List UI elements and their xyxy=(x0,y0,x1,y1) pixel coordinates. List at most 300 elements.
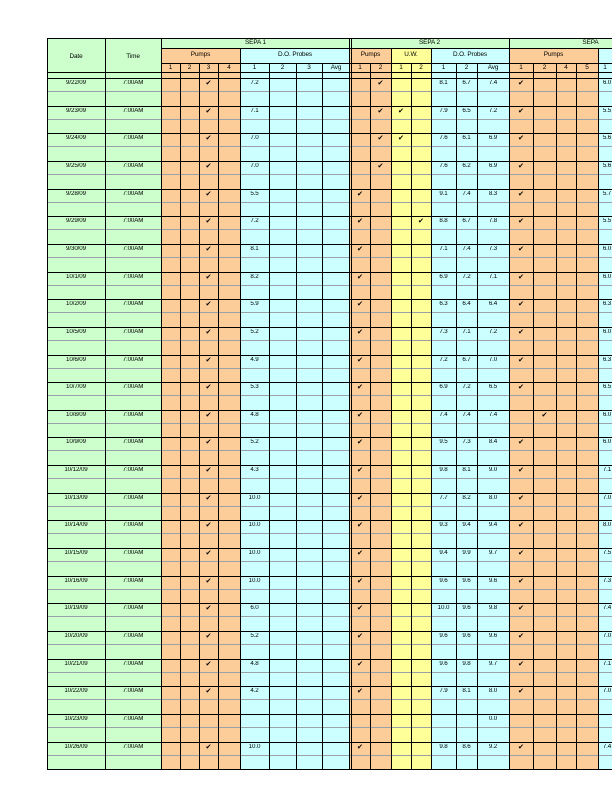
sepa2-probe2-value: 8.6 xyxy=(462,743,471,750)
sepa2-avg-value: 8.4 xyxy=(488,439,498,446)
grid-vline xyxy=(556,63,557,769)
sepa3-pump-check: ✔ xyxy=(518,493,524,502)
sepa1-title: SEPA 1 xyxy=(245,39,266,47)
sepa2-avg-value: 7.3 xyxy=(488,245,498,252)
table-left-border xyxy=(47,38,48,769)
sepa1-pump-check: ✔ xyxy=(205,438,212,447)
row-border xyxy=(47,769,612,770)
row-date: 9/28/09 xyxy=(66,190,86,197)
sepa3-probe1-value: 6.5 xyxy=(602,384,612,391)
sepa3-title: SEPA xyxy=(582,39,599,47)
sepa2-pump-check: ✔ xyxy=(357,604,363,613)
row-date: 9/22/09 xyxy=(66,80,86,86)
row-time: 7:00AM xyxy=(122,660,144,667)
grid-vline xyxy=(391,48,392,769)
sepa3-probe1-value: 6.3 xyxy=(602,301,612,308)
sepa1-probe1-value: 10.0 xyxy=(248,494,261,501)
date-header: Date xyxy=(69,52,83,60)
sepa1-probe1-value: 8.2 xyxy=(250,273,259,280)
sepa2-uw-label: U.W. xyxy=(404,50,418,58)
row-midline xyxy=(47,450,612,451)
sepa2-probe1-value: 9.6 xyxy=(439,660,448,667)
sepa2-pumps-label: Pumps xyxy=(360,50,381,58)
grid-vline xyxy=(269,63,270,769)
row-date: 10/7/09 xyxy=(66,384,86,391)
sepa1-pump-check: ✔ xyxy=(205,493,212,502)
sepa3-probe1-value: 6.0 xyxy=(602,411,612,418)
sepa1-pump-check: ✔ xyxy=(205,742,212,751)
sepa2-probe1-value: 7.6 xyxy=(439,162,448,169)
grid-vline xyxy=(105,38,106,769)
row-date: 10/14/09 xyxy=(64,522,88,529)
row-midline xyxy=(47,119,612,120)
sepa2-pump-check: ✔ xyxy=(377,161,384,170)
grid-vline xyxy=(370,63,371,769)
sepa3-pump-check: ✔ xyxy=(518,161,524,170)
sepa2-uw-number: 2 xyxy=(419,64,423,71)
sepa1-probe1-value: 7.0 xyxy=(250,135,259,142)
sepa3-pump-check: ✔ xyxy=(518,327,524,336)
row-midline xyxy=(47,727,612,728)
sepa2-probe1-value: 7.9 xyxy=(439,107,448,114)
sepa2-probe2-value: 7.1 xyxy=(462,328,471,335)
sepa1-probe1-value: 10.0 xyxy=(248,522,261,529)
row-midline xyxy=(47,257,612,258)
row-time: 7:00AM xyxy=(122,218,144,225)
sepa2-probe2-value: 6.1 xyxy=(462,135,471,142)
sepa2-avg-value: 7.2 xyxy=(488,107,498,114)
row-midline xyxy=(47,616,612,617)
sepa1-probe1-value: 10.0 xyxy=(248,550,261,557)
sepa1-probe1-value: 10.0 xyxy=(248,743,261,750)
row-date: 9/30/09 xyxy=(66,245,86,252)
sepa3-probe1-value: 6.3 xyxy=(602,356,612,363)
sepa3-probe1-value: 7.4 xyxy=(602,743,612,750)
sepa2-pump-check: ✔ xyxy=(357,272,363,281)
sepa1-probe1-value xyxy=(240,716,269,725)
sepa3-probe1-value: 7.4 xyxy=(602,605,612,612)
row-date: 10/1/09 xyxy=(66,273,86,280)
row-time: 7:00AM xyxy=(122,439,144,446)
sepa2-probe2-value xyxy=(456,716,477,725)
row-time: 7:00AM xyxy=(122,467,144,474)
header-line-2 xyxy=(161,63,612,64)
row-midline xyxy=(47,533,612,534)
sepa2-uw-number: 1 xyxy=(399,64,403,71)
sepa1-pump-number: 4 xyxy=(227,64,231,71)
row-midline xyxy=(47,174,612,175)
sepa1-pump-check: ✔ xyxy=(205,134,212,143)
sepa3-pumps-label: Pumps xyxy=(543,50,564,58)
row-time: 7:00AM xyxy=(122,107,144,114)
row-time: 7:00AM xyxy=(122,494,144,501)
sepa1-probe1-value: 5.9 xyxy=(250,301,259,308)
row-date: 10/6/09 xyxy=(66,356,86,363)
sepa2-probe1-value: 9.6 xyxy=(439,577,448,584)
sepa1-pump-number: 3 xyxy=(206,64,211,71)
sepa1-pump-check: ✔ xyxy=(205,410,212,419)
row-time: 7:00AM xyxy=(122,411,144,418)
sepa1-pump-check: ✔ xyxy=(205,217,212,226)
sepa1-pump-number: 2 xyxy=(187,64,192,71)
sepa2-avg-value: 6.5 xyxy=(488,384,498,391)
sepa2-do-probes-label: D.O. Probes xyxy=(452,50,488,58)
sepa2-pump-check: ✔ xyxy=(357,189,363,198)
sepa2-probe2-value: 6.7 xyxy=(462,218,471,225)
row-date: 10/13/09 xyxy=(64,494,88,501)
row-border xyxy=(47,714,612,715)
sepa2-pump-check: ✔ xyxy=(357,327,363,336)
row-time: 7:00AM xyxy=(122,715,144,722)
sepa2-avg-value: 9.0 xyxy=(488,467,498,474)
sepa3-probe1-value: 7.1 xyxy=(602,660,612,667)
sepa2-pump-check: ✔ xyxy=(377,79,384,87)
row-time: 7:00AM xyxy=(122,356,144,363)
sepa3-pump-check: ✔ xyxy=(518,355,524,364)
row-midline xyxy=(47,478,612,479)
sepa3-probe1-value: 6.0 xyxy=(602,439,612,446)
sepa2-probe1-value: 8.8 xyxy=(439,218,448,225)
sepa3-pump-check: ✔ xyxy=(518,576,524,585)
grid-vline xyxy=(598,48,599,769)
sepa2-probe2-value: 7.4 xyxy=(462,245,471,252)
sepa2-avg-value: 9.6 xyxy=(488,577,498,584)
sepa1-probe1-value: 4.2 xyxy=(250,688,259,695)
row-date: 9/25/09 xyxy=(66,162,86,169)
sepa3-pump-check: ✔ xyxy=(518,383,524,392)
sepa2-pump-check: ✔ xyxy=(357,521,363,530)
row-time: 7:00AM xyxy=(122,522,144,529)
sepa2-probe1-value: 9.8 xyxy=(439,743,448,750)
sepa3-pump-check: ✔ xyxy=(518,549,524,558)
row-midline xyxy=(47,672,612,673)
sepa2-pump-check: ✔ xyxy=(357,687,363,696)
sepa1-probe1-value: 5.5 xyxy=(250,190,259,197)
row-date: 10/8/09 xyxy=(66,411,86,418)
sepa2-probe2-value: 9.6 xyxy=(462,633,471,639)
grid-vline xyxy=(431,48,432,769)
sepa2-probe2-value: 6.7 xyxy=(462,356,471,363)
sepa2-avg-value: 7.4 xyxy=(488,411,498,418)
sepa3-probe1-value: 5.5 xyxy=(602,107,612,114)
sepa1-pump-check: ✔ xyxy=(205,383,212,392)
row-date: 10/22/09 xyxy=(64,688,88,695)
grid-vline xyxy=(322,63,323,769)
row-date: 9/24/09 xyxy=(66,135,86,142)
sepa2-probe1-value: 9.1 xyxy=(439,190,448,197)
sepa1-pump-check: ✔ xyxy=(205,189,212,198)
sepa2-avg-value: 9.6 xyxy=(488,633,498,639)
sepa3-probe1-value: 5.6 xyxy=(602,162,612,169)
sepa1-pump-check: ✔ xyxy=(205,659,212,668)
sepa1-pumps-label: Pumps xyxy=(190,50,211,58)
sepa2-pump-number: 1 xyxy=(358,64,362,71)
sepa-divider xyxy=(349,38,350,769)
sepa3-probe1-value: 6.0 xyxy=(602,80,612,86)
sepa3-probe1-value: 7.0 xyxy=(602,633,612,639)
grid-vline xyxy=(411,63,412,769)
sepa2-pump-number: 2 xyxy=(378,64,383,71)
sepa2-probe2-value: 6.4 xyxy=(462,301,471,308)
sepa2-probe1-value: 7.1 xyxy=(439,245,448,252)
row-time: 7:00AM xyxy=(122,577,144,584)
sepa2-probe1-value: 7.9 xyxy=(439,688,448,695)
sepa3-probe1-value: 8.0 xyxy=(602,522,612,529)
sepa-divider xyxy=(351,38,352,769)
sepa2-probe1-value: 6.9 xyxy=(439,273,448,280)
sepa2-avg-value: 8.3 xyxy=(488,190,498,197)
sepa2-uw-check: ✔ xyxy=(398,134,404,143)
sepa2-probe1-value: 9.3 xyxy=(439,522,448,529)
grid-vline xyxy=(477,63,478,769)
sepa2-probe-number: Avg xyxy=(487,64,499,71)
sepa1-probe1-value: 7.2 xyxy=(250,218,259,225)
sepa-divider xyxy=(509,38,510,769)
sepa2-probe2-value: 7.4 xyxy=(462,411,471,418)
grid-vline xyxy=(576,63,577,769)
sepa2-probe2-value: 7.3 xyxy=(462,439,471,446)
row-time: 7:00AM xyxy=(122,384,144,391)
sepa1-pump-check: ✔ xyxy=(205,161,212,170)
sepa3-pump-check: ✔ xyxy=(518,438,524,447)
sepa2-probe2-value: 7.2 xyxy=(462,384,471,391)
sepa2-probe1-value: 7.3 xyxy=(439,328,448,335)
sepa2-avg-value: 7.4 xyxy=(488,80,498,86)
sepa1-pump-check: ✔ xyxy=(205,355,212,364)
sepa3-probe1-value: 5.6 xyxy=(602,135,612,142)
row-date: 10/9/09 xyxy=(66,439,86,446)
row-time: 7:00AM xyxy=(122,688,144,695)
sepa3-probe1-value: 6.0 xyxy=(602,328,612,335)
sepa3-probe1-value: 7.0 xyxy=(602,494,612,501)
sepa1-probe1-value: 5.2 xyxy=(250,633,259,639)
sepa3-probe1-value: 5.7 xyxy=(602,190,612,197)
sepa1-probe1-value: 4.8 xyxy=(250,411,259,418)
sepa2-probe2-value: 9.6 xyxy=(462,577,471,584)
row-midline xyxy=(47,423,612,424)
row-midline xyxy=(47,755,612,756)
sepa2-probe1-value: 6.9 xyxy=(439,384,448,391)
row-date: 10/21/09 xyxy=(64,660,88,667)
sepa2-probe2-value: 7.2 xyxy=(462,273,471,280)
row-time: 7:00AM xyxy=(122,301,144,308)
row-date: 9/23/09 xyxy=(66,107,86,114)
time-header: Time xyxy=(126,52,140,60)
row-date: 10/19/09 xyxy=(64,605,88,612)
row-midline xyxy=(47,229,612,230)
row-midline xyxy=(47,368,612,369)
sepa1-probe1-value: 7.2 xyxy=(250,80,259,86)
sepa2-probe-number: 1 xyxy=(441,64,446,71)
sepa2-probe2-value: 6.5 xyxy=(462,107,471,114)
sepa3-probe1-value: 7.0 xyxy=(602,688,612,695)
grid-vline xyxy=(180,63,181,769)
sepa2-title: SEPA 2 xyxy=(419,39,440,47)
row-date: 9/29/09 xyxy=(66,218,86,225)
sepa1-probe1-value: 4.8 xyxy=(250,660,259,667)
sepa2-avg-value: 6.9 xyxy=(488,162,498,169)
row-time: 7:00AM xyxy=(122,743,144,750)
sepa2-avg-value: 7.2 xyxy=(488,328,498,335)
sepa3-probe1-value: 7.5 xyxy=(602,550,612,557)
sepa2-probe2-value: 9.8 xyxy=(462,660,471,667)
sepa3-probe1-value: 6.0 xyxy=(602,273,612,280)
sepa3-pump-check: ✔ xyxy=(518,217,524,226)
sepa3-probe1-value xyxy=(598,716,612,725)
sepa2-pump-check: ✔ xyxy=(357,300,363,309)
sepa2-probe1-value xyxy=(431,716,456,725)
row-time: 7:00AM xyxy=(122,162,144,169)
row-midline xyxy=(47,312,612,313)
sepa2-probe1-value: 9.5 xyxy=(439,439,448,446)
row-midline xyxy=(47,395,612,396)
grid-vline xyxy=(533,63,534,769)
row-midline xyxy=(47,146,612,147)
sepa3-probe1-value: 5.5 xyxy=(602,218,612,225)
sepa1-probe-number: Avg xyxy=(330,64,342,71)
sepa1-pump-check: ✔ xyxy=(205,521,212,530)
grid-vline xyxy=(161,38,162,769)
row-midline xyxy=(47,589,612,590)
sepa3-pump-check: ✔ xyxy=(518,742,524,751)
sepa3-probe1-value: 7.1 xyxy=(602,467,612,474)
sepa1-pump-check: ✔ xyxy=(205,632,212,640)
row-midline xyxy=(47,644,612,645)
sepa2-pump-check: ✔ xyxy=(377,134,384,143)
sepa2-pump-check: ✔ xyxy=(357,466,363,475)
sepa1-pump-check: ✔ xyxy=(205,687,212,696)
sepa1-pump-check: ✔ xyxy=(205,244,212,253)
sepa3-probe1-value: 6.0 xyxy=(602,245,612,252)
sepa1-do-probes-label: D.O. Probes xyxy=(277,50,313,58)
row-midline xyxy=(47,506,612,507)
sepa3-pump-check: ✔ xyxy=(518,466,524,475)
sepa1-probe1-value: 4.9 xyxy=(250,356,259,363)
row-time: 7:00AM xyxy=(122,633,144,639)
row-time: 7:00AM xyxy=(122,135,144,142)
sepa2-probe1-value: 7.4 xyxy=(439,411,448,418)
header-line-1 xyxy=(161,48,612,49)
sepa3-pump-check: ✔ xyxy=(518,659,524,668)
row-border xyxy=(47,410,612,411)
sepa1-pump-check: ✔ xyxy=(205,549,212,558)
sepa2-probe1-value: 9.8 xyxy=(439,467,448,474)
sepa2-avg-value: 6.4 xyxy=(488,301,498,308)
sepa2-avg-value: 7.8 xyxy=(488,218,498,225)
row-time: 7:00AM xyxy=(122,245,144,252)
sepa2-probe1-value: 9.4 xyxy=(439,550,448,557)
sepa2-probe2-value: 9.4 xyxy=(462,522,471,529)
row-time: 7:00AM xyxy=(122,273,144,280)
sepa1-pump-check: ✔ xyxy=(205,466,212,475)
sepa1-probe1-value: 8.1 xyxy=(250,245,259,252)
sepa2-avg-value: 0.0 xyxy=(488,715,498,722)
sepa1-probe1-value: 5.2 xyxy=(250,328,259,335)
sepa3-pump-check: ✔ xyxy=(518,134,524,143)
sepa3-pump-check: ✔ xyxy=(518,604,524,613)
sepa3-pump-check: ✔ xyxy=(518,189,524,198)
sepa1-probe1-value: 5.3 xyxy=(250,384,259,391)
sepa2-probe2-value: 9.9 xyxy=(462,550,471,557)
sepa3-pump-check: ✔ xyxy=(518,632,524,640)
sepa1-probe-number: 2 xyxy=(280,64,285,71)
row-time: 7:00AM xyxy=(122,605,144,612)
sepa3-pump-check: ✔ xyxy=(518,521,524,530)
row-time: 7:00AM xyxy=(122,328,144,335)
sepa2-probe2-value: 6.2 xyxy=(462,162,471,169)
row-date: 10/23/09 xyxy=(64,715,88,722)
row-midline xyxy=(47,91,612,92)
sepa2-pump-check: ✔ xyxy=(357,493,363,502)
sepa1-pump-check: ✔ xyxy=(205,79,212,87)
sepa2-probe1-value: 10.0 xyxy=(437,605,450,612)
sepa2-pump-check: ✔ xyxy=(357,244,363,253)
row-time: 7:00AM xyxy=(122,80,144,86)
sepa1-pump-check: ✔ xyxy=(205,576,212,585)
sepa3-pump-check: ✔ xyxy=(518,300,524,309)
row-date: 10/5/09 xyxy=(66,328,86,335)
sepa3-column-number: 1 xyxy=(519,64,523,71)
sepa1-pump-number: 1 xyxy=(168,64,173,71)
sepa2-pump-check: ✔ xyxy=(357,549,363,558)
row-date: 10/16/09 xyxy=(64,577,88,584)
sepa3-probe1-value: 7.3 xyxy=(602,577,612,584)
sepa2-pump-check: ✔ xyxy=(357,742,363,751)
sepa2-avg-value: 9.4 xyxy=(488,522,498,529)
row-time: 7:00AM xyxy=(122,190,144,197)
sepa2-probe2-value: 6.7 xyxy=(462,80,471,86)
sepa2-probe2-value: 8.1 xyxy=(462,467,471,474)
sepa3-pump-check: ✔ xyxy=(518,687,524,696)
sepa3-pump-check: ✔ xyxy=(541,410,548,419)
sepa1-probe1-value: 5.2 xyxy=(250,439,259,446)
sepa1-pump-check: ✔ xyxy=(205,106,212,115)
sepa2-uw-check: ✔ xyxy=(418,217,424,226)
row-date: 10/26/09 xyxy=(64,743,88,750)
sepa2-avg-value: 9.7 xyxy=(488,660,498,667)
sepa2-pump-check: ✔ xyxy=(357,438,363,447)
sepa1-pump-check: ✔ xyxy=(205,300,212,309)
grid-vline xyxy=(199,63,200,769)
grid-vline xyxy=(218,63,219,769)
row-midline xyxy=(47,561,612,562)
row-midline xyxy=(47,340,612,341)
sepa2-pump-check: ✔ xyxy=(357,632,363,640)
sepa2-pump-check: ✔ xyxy=(377,106,384,115)
row-date: 10/15/09 xyxy=(64,550,88,557)
row-date: 10/12/09 xyxy=(64,467,88,474)
sepa2-probe1-value: 7.6 xyxy=(439,135,448,142)
sepa1-probe1-value: 7.1 xyxy=(250,107,259,114)
sepa2-pump-check: ✔ xyxy=(357,659,363,668)
sepa2-probe1-value: 8.1 xyxy=(439,80,448,86)
row-midline xyxy=(47,699,612,700)
grid-vline xyxy=(296,63,297,769)
sepa2-probe1-value: 9.6 xyxy=(439,633,448,639)
sepa1-probe1-value: 4.3 xyxy=(250,467,259,474)
sepa2-avg-value: 9.8 xyxy=(488,605,498,612)
sepa3-column-number: 1 xyxy=(603,64,607,71)
sepa1-probe-number: 3 xyxy=(307,64,311,71)
grid-vline xyxy=(456,63,457,769)
row-midline xyxy=(47,202,612,203)
sepa2-probe1-value: 6.3 xyxy=(439,301,448,308)
sepa2-avg-value: 9.7 xyxy=(488,550,498,557)
sepa2-uw-check: ✔ xyxy=(398,106,404,115)
sepa2-pump-check: ✔ xyxy=(357,410,363,419)
sepa1-probe1-value: 7.0 xyxy=(250,162,259,169)
sepa2-avg-value: 7.1 xyxy=(488,273,498,280)
